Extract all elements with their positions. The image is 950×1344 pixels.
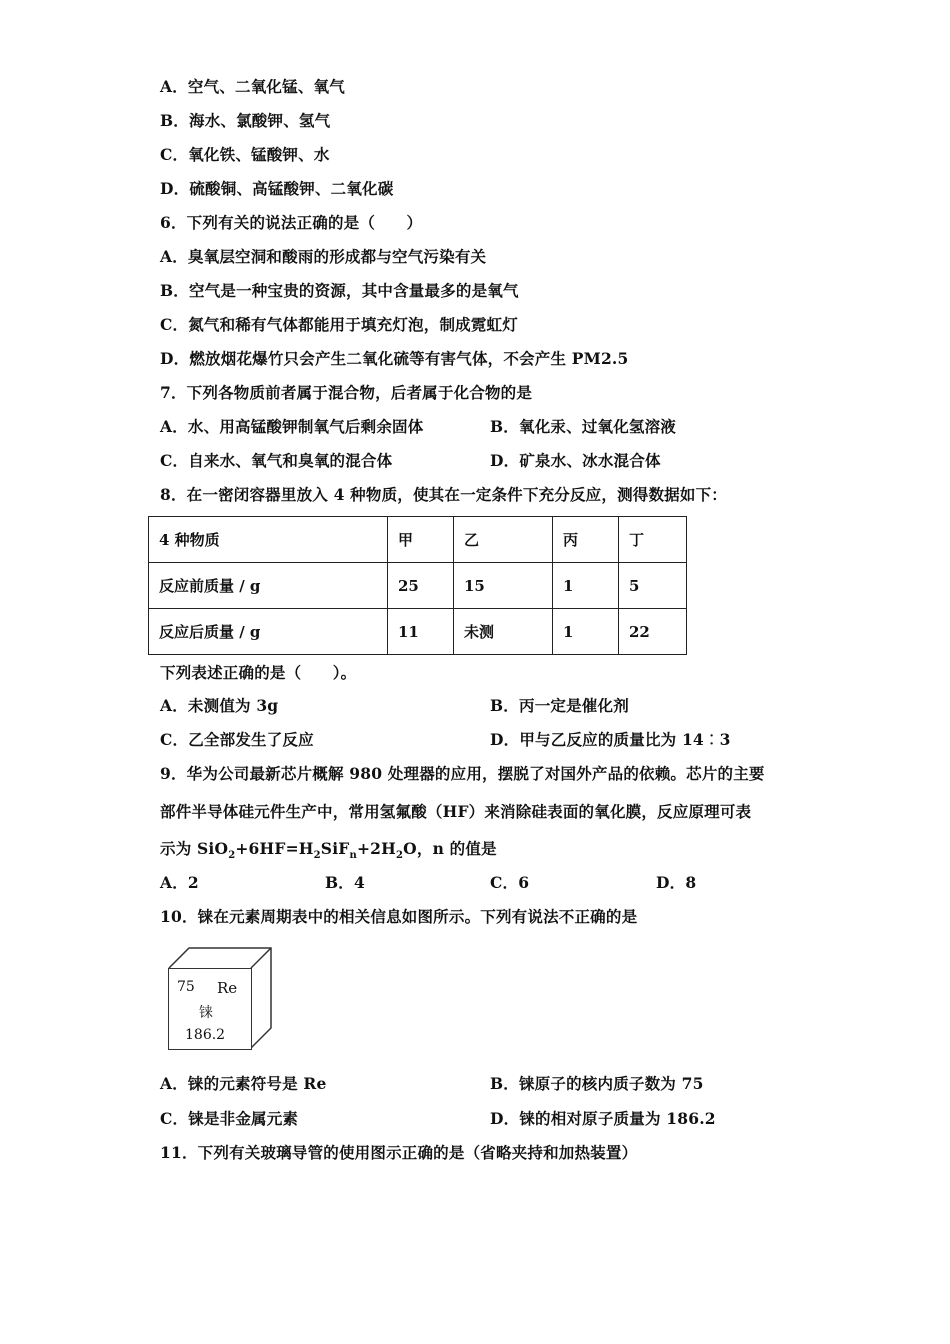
question-8-stem: 下列表述正确的是（ ）。 <box>160 663 357 682</box>
table-row <box>149 609 687 655</box>
table-cell: 22 <box>619 609 687 655</box>
option-9b: B．4 <box>325 873 365 892</box>
table-cell: 乙 <box>454 517 553 563</box>
element-symbol: Re <box>217 979 238 997</box>
option-8c: C．乙全部发生了反应 <box>160 730 314 749</box>
data-table <box>148 516 687 655</box>
table-row <box>149 563 687 609</box>
table-cell: 15 <box>454 563 553 609</box>
option-6d: D．燃放烟花爆竹只会产生二氧化硫等有害气体，不会产生 PM2.5 <box>160 349 629 368</box>
question-9-line1: 9．华为公司最新芯片概解 980 处理器的应用，摆脱了对国外产品的依赖。芯片的主要 <box>160 764 765 783</box>
table-cell: 丁 <box>619 517 687 563</box>
option-9c: C．6 <box>490 873 530 892</box>
option-9a: A．2 <box>160 873 199 892</box>
subscript: 2 <box>313 850 321 862</box>
question-10: 10．铼在元素周期表中的相关信息如图所示。下列有说法不正确的是 <box>160 907 638 926</box>
table-cell: 甲 <box>388 517 454 563</box>
atomic-number: 75 <box>177 979 195 995</box>
question-7: 7．下列各物质前者属于混合物，后者属于化合物的是 <box>160 383 533 402</box>
question-9-line3 <box>160 838 497 867</box>
table-header-row <box>149 517 687 563</box>
table-cell: 丙 <box>553 517 619 563</box>
subscript: 2 <box>396 850 404 862</box>
option-6b: B．空气是一种宝贵的资源，其中含量最多的是氧气 <box>160 281 519 300</box>
option-7d: D．矿泉水、冰水混合体 <box>490 451 661 470</box>
option-8d: D．甲与乙反应的质量比为 14︰3 <box>490 730 731 749</box>
option-10d: D．铼的相对原子质量为 186.2 <box>490 1109 716 1128</box>
element-cell <box>168 968 252 1050</box>
atomic-mass: 186.2 <box>185 1027 226 1043</box>
table-cell: 4 种物质 <box>149 517 388 563</box>
option-7a: A．水、用高锰酸钾制氧气后剩余固体 <box>160 417 424 436</box>
table-cell: 11 <box>388 609 454 655</box>
text: SiF <box>320 839 350 858</box>
option-7b: B．氧化汞、过氧化氢溶液 <box>490 417 677 436</box>
option-10b: B．铼原子的核内质子数为 75 <box>490 1074 704 1093</box>
table-cell: 反应后质量 / g <box>149 609 388 655</box>
option-6c: C．氮气和稀有气体都能用于填充灯泡，制成霓虹灯 <box>160 315 518 334</box>
table-cell: 5 <box>619 563 687 609</box>
question-6: 6．下列有关的说法正确的是（ ） <box>160 213 423 232</box>
text: +2H <box>356 839 396 858</box>
option-7c: C．自来水、氧气和臭氧的混合体 <box>160 451 393 470</box>
table-cell: 25 <box>388 563 454 609</box>
question-8: 8．在一密闭容器里放入 4 种物质，使其在一定条件下充分反应，测得数据如下： <box>160 485 727 504</box>
question-11: 11．下列有关玻璃导管的使用图示正确的是（省略夹持和加热装置） <box>160 1143 638 1162</box>
option-5d: D．硫酸铜、高锰酸钾、二氧化碳 <box>160 179 394 198</box>
text: +6HF=H <box>235 839 314 858</box>
element-name: 铼 <box>199 1005 213 1021</box>
option-10c: C．铼是非金属元素 <box>160 1109 299 1128</box>
option-5b: B．海水、氯酸钾、氢气 <box>160 111 331 130</box>
text: O，n 的值是 <box>403 839 497 858</box>
option-8b: B．丙一定是催化剂 <box>490 696 629 715</box>
option-8a: A．未测值为 3g <box>160 696 279 715</box>
table-cell: 未测 <box>454 609 553 655</box>
option-9d: D．8 <box>656 873 697 892</box>
table-cell: 1 <box>553 609 619 655</box>
text: 示为 SiO <box>160 839 229 858</box>
option-10a: A．铼的元素符号是 Re <box>160 1074 327 1093</box>
option-5c: C．氧化铁、锰酸钾、水 <box>160 145 330 164</box>
table-cell: 反应前质量 / g <box>149 563 388 609</box>
element-cell-figure <box>166 944 276 1052</box>
table-cell: 1 <box>553 563 619 609</box>
option-5a: A．空气、二氧化锰、氧气 <box>160 77 345 96</box>
subscript: 2 <box>228 850 236 862</box>
subscript: n <box>349 850 357 862</box>
question-9-line2: 部件半导体硅元件生产中，常用氢氟酸（HF）来消除硅表面的氧化膜，反应原理可表 <box>160 802 752 821</box>
option-6a: A．臭氧层空洞和酸雨的形成都与空气污染有关 <box>160 247 487 266</box>
